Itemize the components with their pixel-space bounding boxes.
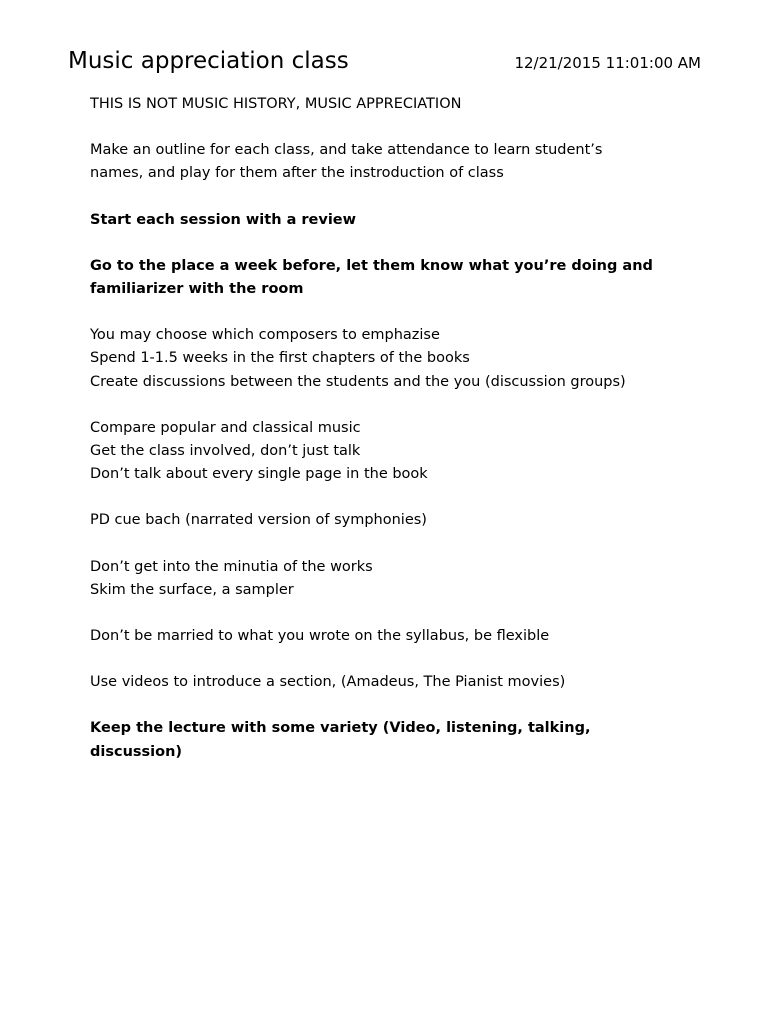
- paragraph: [90, 625, 690, 648]
- text-line: Don’t get into the minutia of the works: [90, 558, 373, 575]
- text-line: THIS IS NOT MUSIC HISTORY, MUSIC APPRECIATION: [90, 96, 462, 112]
- text-line: Make an outline for each class, and take attendance to learn student’s: [90, 142, 603, 159]
- bold-paragraph: [90, 717, 690, 763]
- text-line: Go to the place a week before, let them know what you’re doing and: [90, 257, 653, 274]
- document-header: [68, 44, 708, 80]
- text-line: Spend 1-1.5 weeks in the first chapters of the books: [90, 350, 470, 367]
- page-title: Music appreciation class: [68, 48, 349, 74]
- paragraph: [90, 324, 690, 394]
- paragraph: [90, 93, 690, 116]
- bold-paragraph: [90, 209, 690, 232]
- text-line: Don’t talk about every single page in the book: [90, 466, 428, 483]
- paragraph: [90, 671, 690, 694]
- document-body: [90, 93, 690, 787]
- paragraph: [90, 509, 690, 532]
- text-line: Skim the surface, a sampler: [90, 581, 294, 598]
- text-line: names, and play for them after the instroduction of class: [90, 165, 504, 182]
- text-line: Don’t be married to what you wrote on the syllabus, be flexible: [90, 628, 550, 645]
- text-line: Get the class involved, don’t just talk: [90, 443, 361, 460]
- text-line: Create discussions between the students and the you (discussion groups): [90, 373, 626, 390]
- text-line: discussion): [90, 743, 183, 760]
- text-line: Compare popular and classical music: [90, 419, 361, 436]
- paragraph: [90, 417, 690, 487]
- text-line: You may choose which composers to emphazise: [90, 327, 440, 344]
- bold-paragraph: [90, 255, 690, 301]
- text-line: Use videos to introduce a section, (Amadeus, The Pianist movies): [90, 674, 566, 691]
- paragraph: [90, 139, 690, 185]
- text-line: Keep the lecture with some variety (Video, listening, talking,: [90, 720, 591, 737]
- text-line: familiarizer with the room: [90, 281, 304, 298]
- text-line: Start each session with a review: [90, 211, 357, 228]
- paragraph: [90, 556, 690, 602]
- text-line: PD cue bach (narrated version of symphonies): [90, 512, 427, 529]
- timestamp: 12/21/2015 11:01:00 AM: [514, 54, 701, 72]
